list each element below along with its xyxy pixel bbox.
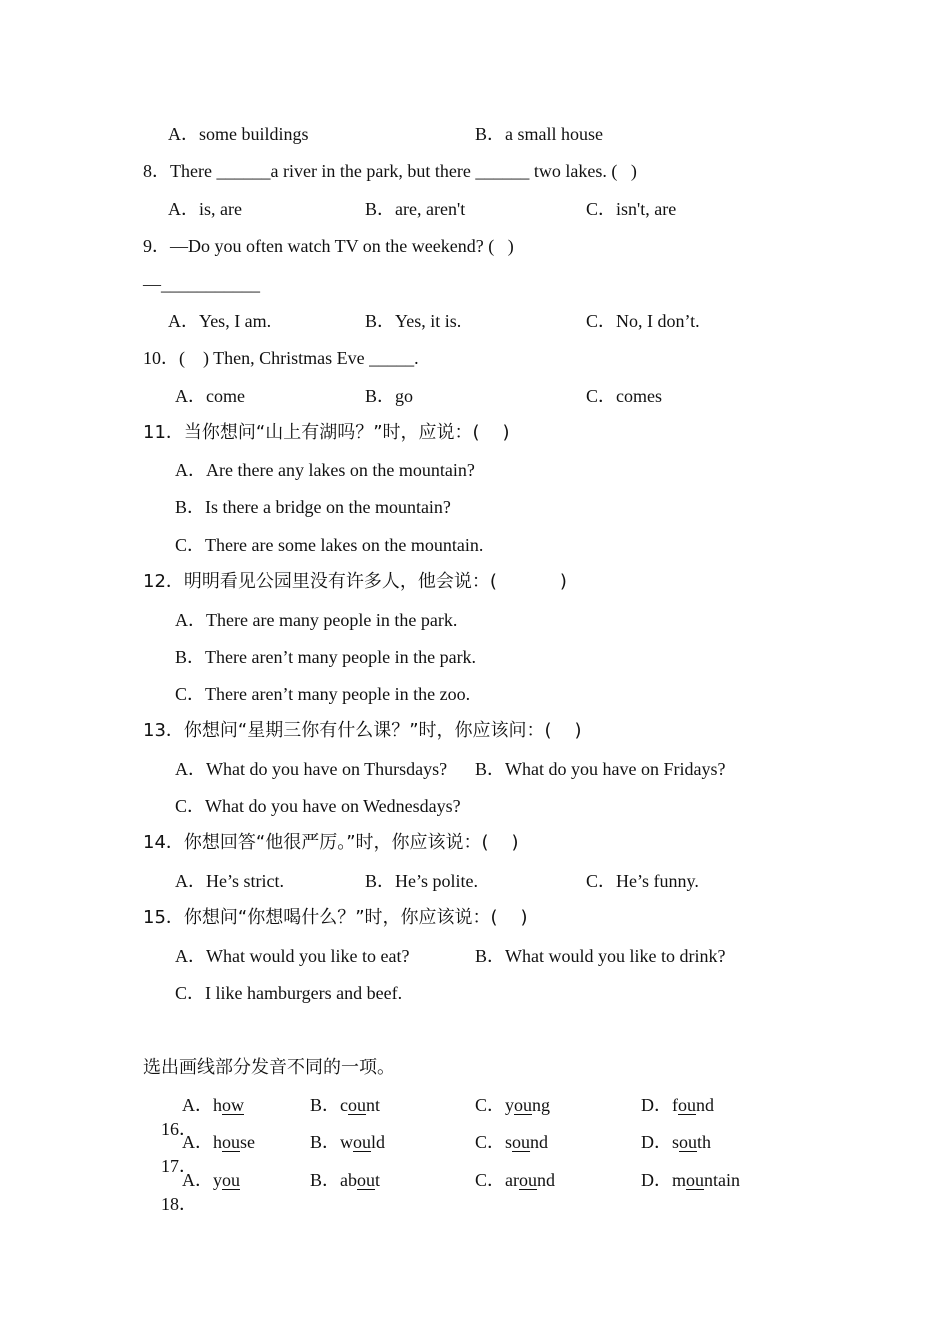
- phonics-option: [182, 1168, 240, 1192]
- q14-stem: 14．你想回答“他很严厉。”时，你应该说：( ): [143, 832, 519, 853]
- option-letter: D．: [641, 1132, 672, 1152]
- q11-option-a: A．Are there any lakes on the mountain?: [175, 460, 475, 480]
- word-part: nd: [537, 1170, 555, 1190]
- question-number: 18．: [161, 1194, 197, 1214]
- option-letter: D．: [641, 1170, 672, 1190]
- q15-option-c: C．I like hamburgers and beef.: [175, 983, 403, 1003]
- word-part: nt: [366, 1095, 381, 1115]
- underlined-sound: ou: [678, 1095, 696, 1115]
- word-part: ar: [505, 1170, 519, 1190]
- q12-option-b: B．There aren’t many people in the park.: [175, 647, 477, 667]
- word-part: m: [672, 1170, 687, 1190]
- word-part: y: [213, 1170, 222, 1190]
- option-letter: A．: [182, 1095, 213, 1115]
- option-letter: A．: [182, 1132, 213, 1152]
- q8-stem: 8．There ______a river in the park, but there ______ two lakes. ( ): [143, 161, 637, 181]
- word-part: y: [505, 1095, 515, 1115]
- word-part: ng: [532, 1095, 551, 1115]
- q9-option-b: B．Yes, it is.: [365, 311, 462, 331]
- q13-option-b: B．What do you have on Fridays?: [475, 759, 726, 779]
- phonics-option: [182, 1093, 244, 1117]
- q9-answer-line: —___________: [143, 274, 260, 294]
- underlined-sound: ow: [222, 1095, 244, 1115]
- word-part: w: [340, 1132, 354, 1152]
- q15-option-b: B．What would you like to drink?: [475, 946, 726, 966]
- word-part: nd: [696, 1095, 714, 1115]
- phonics-option: [475, 1168, 555, 1192]
- phonics-option: [310, 1093, 380, 1117]
- underlined-sound: ou: [353, 1132, 372, 1152]
- underlined-sound: ou: [222, 1132, 240, 1152]
- q15-option-a: A．What would you like to eat?: [175, 946, 410, 966]
- word-part: h: [213, 1132, 222, 1152]
- question-number: 17．: [161, 1156, 197, 1176]
- underlined-sound: ou: [222, 1170, 240, 1190]
- q14-option-a: A．He’s strict.: [175, 871, 284, 891]
- word-part: se: [240, 1132, 255, 1152]
- word-part: ab: [340, 1170, 358, 1190]
- underlined-sound: ou: [512, 1132, 531, 1152]
- phonics-option: [475, 1093, 550, 1117]
- question-number: 16．: [161, 1119, 197, 1139]
- phonics-option: [182, 1130, 255, 1154]
- phonics-option: [475, 1130, 548, 1154]
- q9-option-c: C．No, I don’t.: [586, 311, 700, 331]
- q8-option-c: C．isn't, are: [586, 199, 677, 219]
- option-letter: B．: [310, 1170, 341, 1190]
- word-part: ld: [371, 1132, 386, 1152]
- phonics-option: [641, 1130, 711, 1154]
- option-letter: C．: [475, 1132, 506, 1152]
- word-part: t: [375, 1170, 381, 1190]
- word-part: s: [672, 1132, 680, 1152]
- q12-option-a: A．There are many people in the park.: [175, 610, 458, 630]
- underlined-sound: ou: [348, 1095, 367, 1115]
- q8-option-b: B．are, aren't: [365, 199, 466, 219]
- q10-stem: 10．( ) Then, Christmas Eve _____.: [143, 348, 419, 368]
- section-heading: 选出画线部分发音不同的一项。: [143, 1057, 395, 1078]
- option-letter: C．: [475, 1170, 506, 1190]
- q12-stem: 12．明明看见公园里没有许多人，他会说：( ): [143, 571, 567, 592]
- q15-stem: 15．你想问“你想喝什么？”时，你应该说：( ): [143, 907, 528, 928]
- option-letter: A．: [182, 1170, 213, 1190]
- q8-option-a: A．is, are: [168, 199, 242, 219]
- underlined-sound: ou: [679, 1132, 698, 1152]
- q7-option-a: A．some buildings: [168, 124, 309, 144]
- q13-option-a: A．What do you have on Thursdays?: [175, 759, 448, 779]
- q11-option-b: B．Is there a bridge on the mountain?: [175, 497, 451, 517]
- word-part: ntain: [704, 1170, 741, 1190]
- word-part: f: [672, 1095, 678, 1115]
- word-part: h: [213, 1095, 222, 1115]
- q9-stem: 9．—Do you often watch TV on the weekend? ( ): [143, 236, 514, 256]
- word-part: nd: [530, 1132, 549, 1152]
- underlined-sound: ou: [519, 1170, 537, 1190]
- word-part: s: [505, 1132, 513, 1152]
- phonics-option: [310, 1130, 385, 1154]
- q11-option-c: C．There are some lakes on the mountain.: [175, 535, 484, 555]
- q13-option-c: C．What do you have on Wednesdays?: [175, 796, 461, 816]
- q10-option-a: A．come: [175, 386, 245, 406]
- phonics-option: [310, 1168, 380, 1192]
- option-letter: B．: [310, 1095, 341, 1115]
- underlined-sound: ou: [514, 1095, 533, 1115]
- underlined-sound: ou: [686, 1170, 705, 1190]
- phonics-option: [641, 1168, 740, 1192]
- option-letter: D．: [641, 1095, 672, 1115]
- q11-stem: 11．当你想问“山上有湖吗？”时，应说：( ): [143, 422, 510, 443]
- q7-option-b: B．a small house: [475, 124, 603, 144]
- q13-stem: 13．你想问“星期三你有什么课？”时，你应该问：( ): [143, 720, 582, 741]
- q10-option-b: B．go: [365, 386, 414, 406]
- word-part: c: [340, 1095, 349, 1115]
- underlined-sound: ou: [357, 1170, 376, 1190]
- phonics-option: [641, 1093, 714, 1117]
- q12-option-c: C．There aren’t many people in the zoo.: [175, 684, 471, 704]
- option-letter: C．: [475, 1095, 506, 1115]
- q14-option-b: B．He’s polite.: [365, 871, 478, 891]
- q9-option-a: A．Yes, I am.: [168, 311, 272, 331]
- q10-option-c: C．comes: [586, 386, 662, 406]
- option-letter: B．: [310, 1132, 341, 1152]
- q14-option-c: C．He’s funny.: [586, 871, 699, 891]
- word-part: th: [697, 1132, 712, 1152]
